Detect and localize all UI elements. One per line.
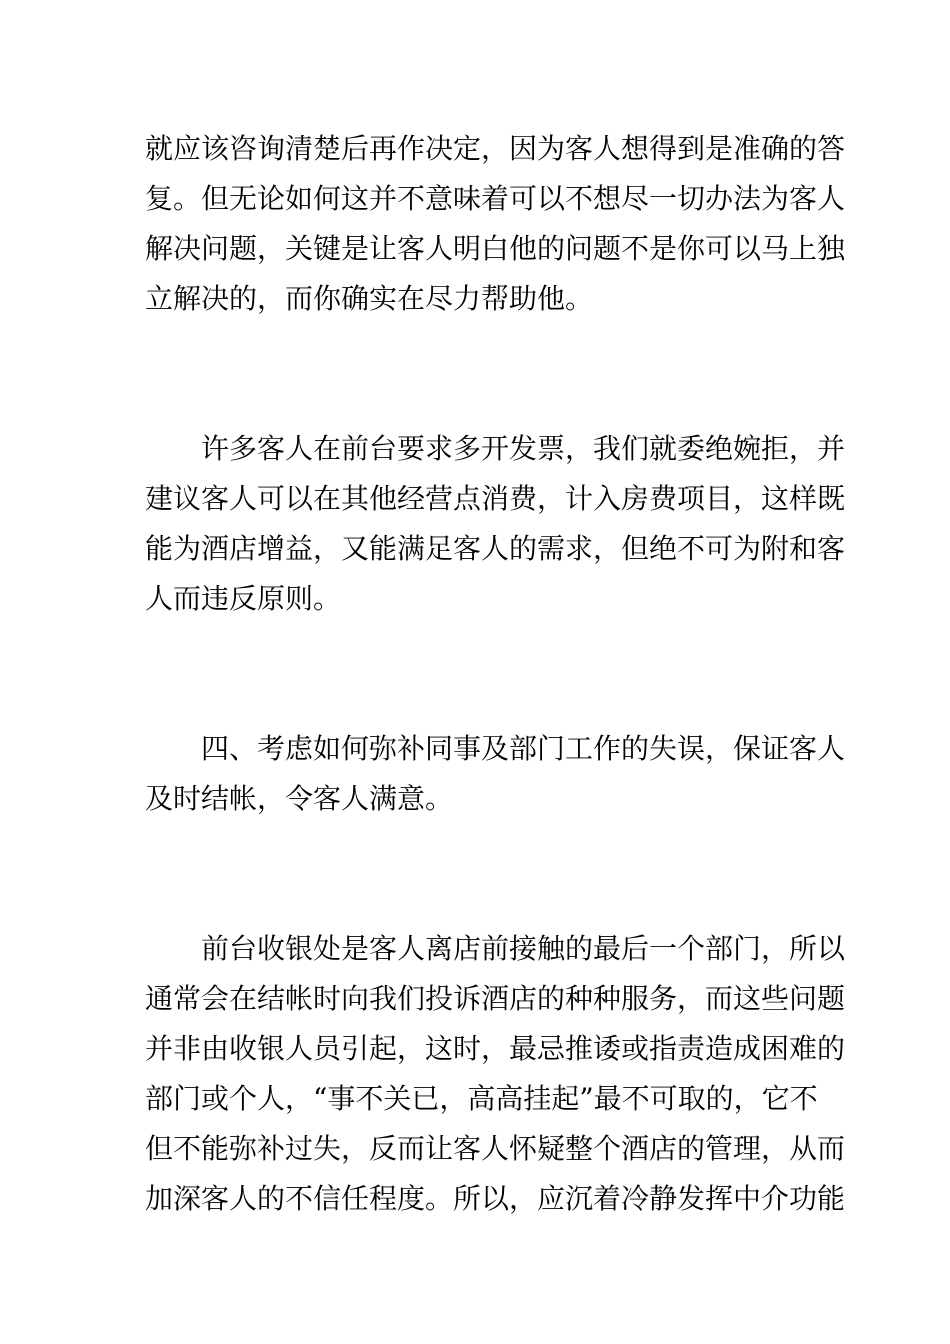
text-line: 复。但无论如何这并不意味着可以不想尽一切办法为客人 <box>145 182 846 215</box>
text-line: 并非由收银人员引起，这时，最忌推诿或指责造成困难的 <box>145 1032 846 1065</box>
text-line: 能为酒店增益，又能满足客人的需求，但绝不可为附和客 <box>145 532 846 565</box>
text-line: 人而违反原则。 <box>145 582 342 615</box>
text-line: 四、考虑如何弥补同事及部门工作的失误，保证客人 <box>201 732 846 765</box>
text-line: 及时结帐，令客人满意。 <box>145 782 454 815</box>
text-line: 加深客人的不信任程度。所以，应沉着冷静发挥中介功能 <box>145 1182 846 1215</box>
text-line: 解决问题，关键是让客人明白他的问题不是你可以马上独 <box>145 232 846 265</box>
text-line: 建议客人可以在其他经营点消费，计入房费项目，这样既 <box>145 482 846 515</box>
text-line: 立解决的，而你确实在尽力帮助他。 <box>145 282 594 315</box>
text-line: 但不能弥补过失，反而让客人怀疑整个酒店的管理，从而 <box>145 1132 846 1165</box>
text-line: 部门或个人，“事不关已，高高挂起”最不可取的，它不 <box>145 1082 818 1115</box>
text-line: 就应该咨询清楚后再作决定，因为客人想得到是准确的答 <box>145 132 846 165</box>
text-line: 通常会在结帐时向我们投诉酒店的种种服务，而这些问题 <box>145 982 846 1015</box>
text-line: 许多客人在前台要求多开发票，我们就委绝婉拒，并 <box>201 432 846 465</box>
text-line: 前台收银处是客人离店前接触的最后一个部门，所以 <box>201 932 846 965</box>
